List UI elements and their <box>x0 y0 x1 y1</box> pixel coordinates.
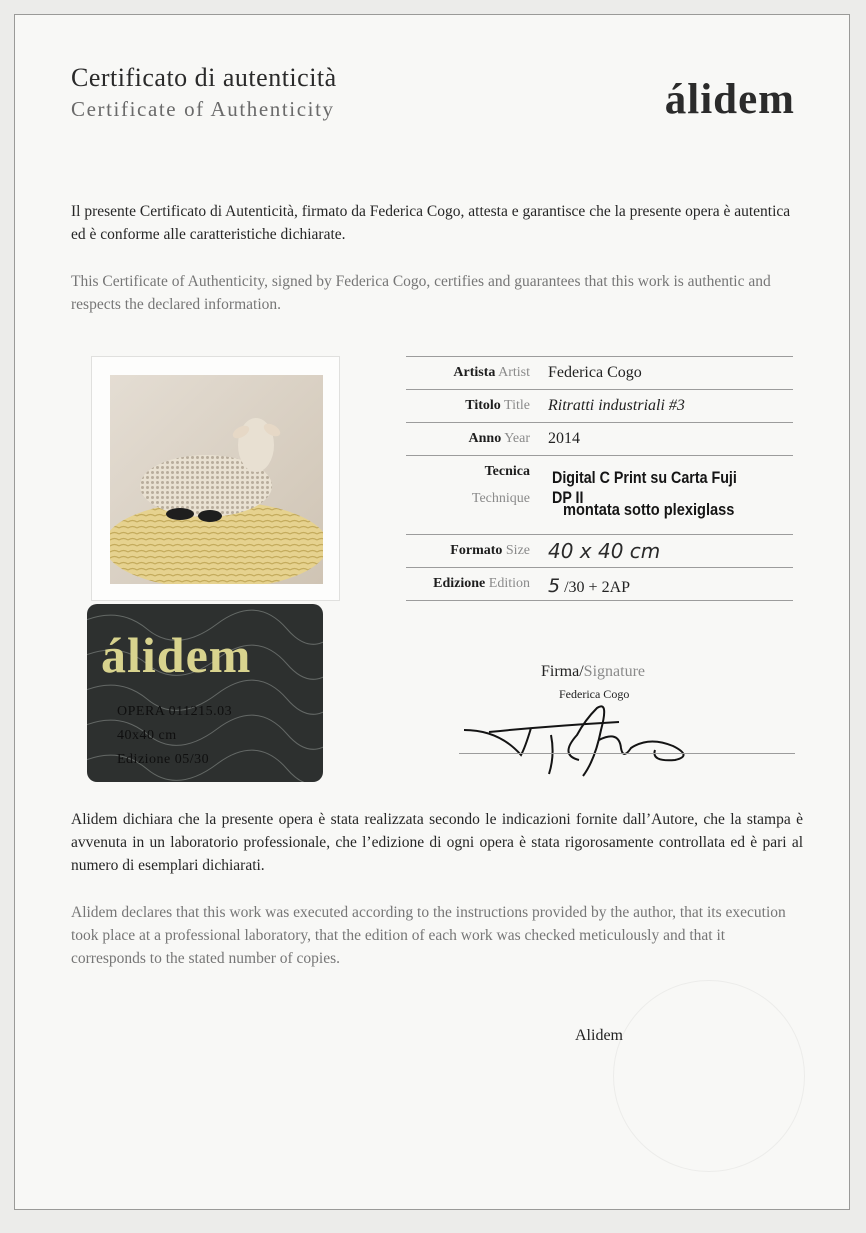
title-label-en: Title <box>504 398 530 413</box>
technique-value-line1: Digital C Print su Carta Fuji DP II <box>552 468 737 507</box>
row-technique <box>406 455 793 534</box>
edition-value: /30 + 2AP <box>564 579 631 596</box>
signature-name: Federica Cogo <box>559 687 630 701</box>
year-label-en: Year <box>504 431 530 446</box>
signature-line <box>459 753 795 754</box>
artist-label-en: Artist <box>498 365 530 380</box>
signature-label-en: Signature <box>583 663 645 680</box>
declaration-italian: Alidem dichiara che la presente opera è stata realizzata secondo le indicazioni fornite dall’Autore, che la stampa è avvenuta in un laboratorio professionale, che l’edizione di ogni opera è stata rigorosamente controllata ed è pari al numero di esemplari dichiarati. <box>71 811 803 874</box>
year-label-it: Anno <box>468 431 502 446</box>
alidem-signatory: Alidem <box>575 1027 623 1044</box>
edition-number: 5 <box>548 575 561 597</box>
row-edition <box>406 567 793 601</box>
hologram-seal <box>87 604 323 782</box>
handwritten-signature <box>459 700 719 780</box>
edition-label-it: Edizione <box>433 576 486 591</box>
artist-label-it: Artista <box>453 365 496 380</box>
row-size <box>406 534 793 567</box>
row-artist <box>406 356 793 389</box>
artwork-photo-frame <box>91 356 340 601</box>
signature-label-it: Firma/ <box>541 663 584 680</box>
certificate-page <box>14 14 850 1210</box>
artwork-photo <box>110 375 323 584</box>
details-table <box>406 356 793 601</box>
hologram-line-1: OPERA 011215.03 <box>117 704 233 719</box>
size-label-en: Size <box>505 543 530 558</box>
title-english: Certificate of Authenticity <box>71 97 335 121</box>
signature-label <box>541 663 645 681</box>
title-italian: Certificato di autenticità <box>71 63 337 92</box>
row-year <box>406 422 793 455</box>
technique-label-en: Technique <box>471 491 530 506</box>
hologram-line-2: 40x40 cm <box>117 728 177 743</box>
alidem-logo: álidem <box>664 76 795 123</box>
intro-italian: Il presente Certificato di Autenticità, firmato da Federica Cogo, attesta e garantisce che la presente opera è autentica ed è conforme alle caratteristiche dichiarate. <box>71 203 791 243</box>
hologram-line-3: Edizione 05/30 <box>117 752 210 767</box>
title-value: Ritratti industriali #3 <box>548 397 685 414</box>
intro-english: This Certificate of Authenticity, signed by Federica Cogo, certifies and guarantees that this work is authentic and respects the declared information. <box>71 273 771 313</box>
edition-label-en: Edition <box>488 576 530 591</box>
declaration-english: Alidem declares that this work was executed according to the instructions provided by the author, that its execution took place at a professional laboratory, that the edition of each work was checked meticulously and that it corresponds to the stated number of copies. <box>71 904 786 967</box>
size-label-it: Formato <box>450 543 503 558</box>
row-title <box>406 389 793 422</box>
embossed-stamp <box>613 980 805 1172</box>
technique-value-line2: montata sotto plexiglass <box>563 500 735 519</box>
size-value: 40 x 40 cm <box>548 539 661 563</box>
title-label-it: Titolo <box>465 398 501 413</box>
technique-label-it: Tecnica <box>484 464 530 479</box>
artist-value: Federica Cogo <box>548 364 642 381</box>
hologram-logo: álidem <box>101 627 252 683</box>
year-value: 2014 <box>548 430 580 447</box>
